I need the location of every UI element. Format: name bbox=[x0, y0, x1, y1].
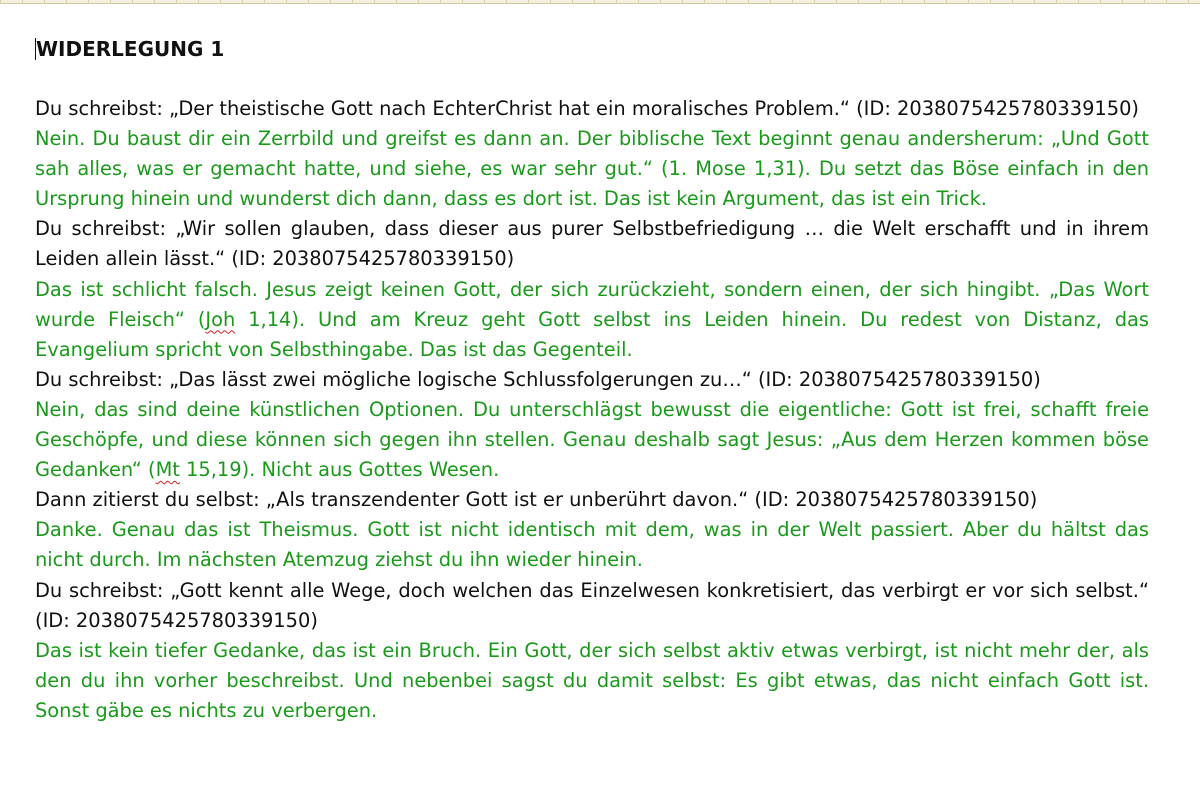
quote-paragraph-4: Dann zitierst du selbst: „Als transzendenter Gott ist er unberührt davon.“ (ID: 2038075425780339150) bbox=[35, 488, 1038, 512]
document-body[interactable] bbox=[35, 94, 1149, 726]
quote-paragraph-5: Du schreibst: „Gott kennt alle Wege, doch welchen das Einzelwesen konkretisiert, das verbirgt er vor sich selbst.“ (ID: 2038075425780339150) bbox=[35, 578, 1149, 632]
reply-paragraph-1: Nein. Du baust dir ein Zerrbild und greifst es dann an. Der biblische Text beginnt genau andersherum: „Und Gott sah alles, was er gemacht hatte, und siehe, es war sehr gut.“ (1. Mose 1,31). Du setzt das Böse einfach in den Ursprung hinein und wunderst dich dann, dass es dort ist. Das ist kein Argument, das ist ein Trick. bbox=[35, 127, 1149, 211]
reply-3-text-after: 15,19). Nicht aus Gottes Wesen. bbox=[179, 458, 500, 482]
quote-paragraph-3: Du schreibst: „Das lässt zwei mögliche logische Schlussfolgerungen zu…“ (ID: 2038075425780339150) bbox=[35, 367, 1041, 391]
document-heading[interactable] bbox=[35, 34, 1149, 64]
quote-paragraph-1: Du schreibst: „Der theistische Gott nach EchterChrist hat ein moralisches Problem.“ (ID: 2038075425780339150) bbox=[35, 97, 1139, 120]
quote-paragraph-2: Du schreibst: „Wir sollen glauben, dass dieser aus purer Selbstbefriedigung … die Welt erschafft und in ihrem Leiden allein lässt.“ (ID: 2038075425780339150) bbox=[35, 217, 1149, 271]
heading-text: WIDERLEGUNG 1 bbox=[36, 37, 225, 61]
spellcheck-mark-joh[interactable]: Joh bbox=[205, 307, 236, 331]
reply-2-text-before: Das ist schlicht falsch. Jesus zeigt keinen Gott, der sich zurückzieht, sondern einen, der sich hingibt. „Das Wort wurde Fleisch“ ( bbox=[35, 277, 1149, 331]
document-page[interactable] bbox=[35, 30, 1149, 726]
reply-3-text-before: Nein, das sind deine künstlichen Optionen. Du unterschlägst bewusst die eigentliche: Gott ist frei, schafft freie Geschöpfe, und diese können sich gegen ihn stellen. Genau deshalb sagt Jesus: „Aus dem Herzen kommen böse Gedanken“ ( bbox=[35, 397, 1149, 482]
reply-paragraph-4: Danke. Genau das ist Theismus. Gott ist nicht identisch mit dem, was in der Welt passiert. Aber du hältst das nicht durch. Im nächsten Atemzug ziehst du ihn wieder hinein. bbox=[35, 518, 1149, 572]
spellcheck-mark-mt[interactable]: Mt bbox=[155, 458, 180, 482]
reply-paragraph-3 bbox=[35, 395, 1149, 485]
reply-paragraph-2 bbox=[35, 275, 1149, 365]
reply-paragraph-5: Das ist kein tiefer Gedanke, das ist ein Bruch. Ein Gott, der sich selbst aktiv etwas verbirgt, ist nicht mehr der, als den du ihn vorher beschreibst. Und nebenbei sagst du damit selbst: Es gibt etwas, das nicht einfach Gott ist. Sonst gäbe es nichts zu verbergen. bbox=[35, 638, 1149, 722]
reply-2-text-after: 1,14). Und am Kreuz geht Gott selbst ins Leiden hinein. Du redest von Distanz, das Evangelium spricht von Selbsthingabe. Das ist das Gegenteil. bbox=[35, 307, 1149, 361]
ruler-bar bbox=[0, 0, 1200, 4]
